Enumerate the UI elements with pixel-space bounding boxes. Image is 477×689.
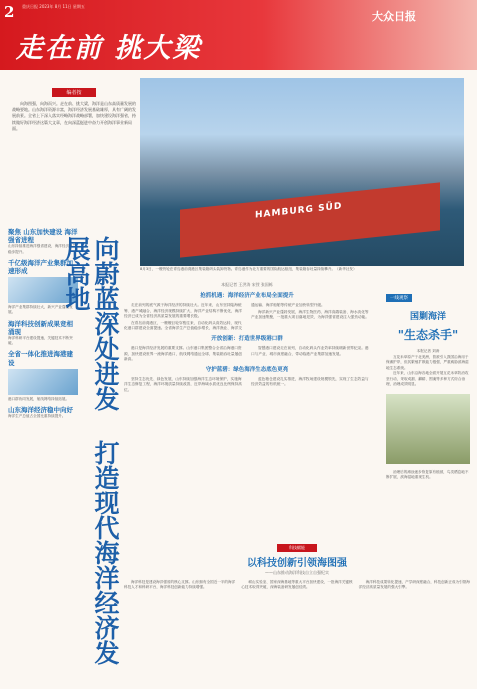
bottom-body: [124, 580, 470, 591]
vertical-main-title: 向蔚蓝深处进发 打造现代海洋经济发展高地: [62, 236, 120, 665]
paragraph: 港口是海洋经济发展的重要支撑。山东港口集团整合全省沿海港口资源，加快建设世界一流海洋港口，航线网络通达全球，集装箱吞吐量屡创新高。: [124, 345, 242, 362]
main-article: [124, 278, 370, 394]
ship-label: HAMBURG SÜD: [255, 201, 343, 221]
bottom-article: [124, 544, 470, 591]
sidebar-title: 海洋科技创新成果竞相涌现: [8, 319, 73, 336]
section-heading: 抢抓机遇：海洋经济产业布局全面提升: [200, 293, 294, 299]
paragraph: 互花米草原产于北美洲，曾被引入我国沿海用于保滩护岸，但其繁殖扩散能力极强，严重威胁滨海湿地生态系统。: [386, 354, 469, 370]
paragraph: 近年来，山东沿海各地全面开展互花米草防治攻坚行动，采取刈割、翻耕、围淹等多种方式综合治理，治理成效明显。: [386, 371, 469, 386]
section-headline: 走在前 挑大梁: [16, 33, 202, 64]
column-title: 国剿海洋: [409, 312, 446, 322]
sidebar-text: 港口群协同发展，航线网络持续拓展。: [8, 396, 70, 401]
paragraph: 治理后的滩涂逐步恢复原有植被，鸟类栖息地不断扩展，滨海湿地重现生机。: [386, 469, 469, 479]
bottom-tag: 科技赋能: [277, 544, 317, 552]
sidebar-block: [8, 320, 78, 347]
section-heading: 开放创新：打造世界级港口群: [211, 335, 283, 342]
editor-note: [12, 88, 136, 132]
container-ship: [180, 182, 440, 257]
paragraph: 蓝色粮仓建设扎实推进，海洋牧场建设规模领先，实现了生态效益与经济效益的有机统一。: [251, 376, 369, 387]
paragraph: 走在前列的底气源于海洋经济的持续壮大。近年来，山东坚持陆海统筹、港产城融合，海洋经济规模持续扩大，海洋产业结构不断优化，海洋经济已成为全省经济高质量发展的重要增长极。: [124, 303, 242, 319]
paragraph: 海洋科技成果转化提速，产学研深度融合，科技创新正成为引领海洋经济高质量发展的强大引擎。: [358, 580, 470, 590]
paragraph: 智慧港口建设走在前列，自动化码头作业效率持续刷新世界纪录。港口与产业、城市深度融合，带动临港产业集群加速发展。: [251, 345, 369, 356]
article-byline: 本报记者 王洪涛 宋弢 张国栋: [221, 282, 273, 287]
paragraph: 海洋新兴产业蓬勃发展，海洋生物医药、海洋高端装备、海水淡化等产业加速集聚，一批重大项目落地见效，为海洋强省建设注入强劲动能。: [251, 309, 369, 320]
section-body: [124, 346, 370, 363]
sidebar-title: 山东海洋经济稳中向好: [8, 406, 73, 415]
wetland-photo: [386, 394, 470, 464]
column-tag: 一线观察: [386, 294, 412, 302]
section-body: [124, 303, 370, 332]
right-column: [386, 284, 470, 481]
sidebar-text: 海洋生产总值占全国比重持续提升。: [8, 414, 66, 419]
newspaper-masthead: 大众日报: [372, 10, 416, 23]
page-banner: [0, 0, 477, 70]
paragraph: 崂山实验室、国家深海基地等重大平台加快建设，一批海洋关键核心技术取得突破，深海装备研发屡创佳绩。: [241, 580, 353, 590]
paragraph: 在青岛前湾港区，一艘艘巨轮穿梭往来，自动化码头高效运转，现代化港口群建设全面提速。全省海洋生产总值稳步增长，海洋渔业、海洋交通运输、海洋船舶等传统产业加快转型升级。: [124, 303, 325, 331]
sidebar-text: 海洋科研平台建设提速，关键技术不断突破。: [8, 336, 73, 346]
paragraph: 海洋科技是建设海洋强省的核心支撑。山东拥有全国近一半的海洋科技人才和科研平台，海洋科技创新能力持续增强。: [124, 580, 236, 590]
sidebar-image: [8, 369, 78, 395]
photo-caption: 8月3日，一艘货轮在青岛港前湾港区集装箱码头装卸货物。青岛港作为北方重要的国际航运枢纽，集装箱吞吐量持续攀升。（新华社发）: [140, 267, 357, 271]
sidebar-text: 海洋产业集群持续壮大，新兴产业蓬勃发展。: [8, 305, 73, 315]
page-number: 2: [4, 3, 15, 21]
editor-note-text: 向海图强，向海而兴。走在前、挑大梁，海洋是山东高质量发展的战略要地。山东海洋资源丰富，海洋经济发展基础雄厚，具有广阔的发展前景。全省上下深入落实经略海洋战略部署，加快建设海洋强省，持续做好海洋经济这篇大文章，在向深蓝挺进中奋力开创海洋事业新局面。: [12, 101, 136, 131]
editor-note-tag: 编者按: [52, 88, 96, 97]
sidebar-text: 山东持续推进海洋强省建设，海洋经济总量稳步提升。: [8, 244, 77, 254]
sidebar-title: 聚焦 山东加快建设 海洋强省进程: [8, 228, 78, 245]
port-photo: [140, 78, 464, 266]
paragraph: 坚持生态优先、绿色发展，山东持续加强海洋生态环境保护，实施海洋生态修复工程，海洋环境质量持续改善，近岸海域水质优良比例保持高位。: [124, 376, 242, 392]
sidebar-title: 全省一体化推进海港建设: [8, 350, 73, 367]
page-dateline: 重庆日报 2023年 8月 11日 星期五: [22, 4, 85, 9]
sidebar-title: 千亿级海洋产业集群加速形成: [8, 258, 73, 276]
bottom-headline: 以科技创新引领海图强: [247, 558, 347, 569]
bottom-subhead: ——山东推动海洋科技自立自强纪实: [265, 570, 329, 575]
column-byline: 本报记者 刘涛: [416, 349, 440, 353]
sidebar-block: [8, 406, 78, 419]
sidebar-block: [8, 350, 78, 402]
section-body: [124, 377, 370, 394]
column-title-quote: "生态杀手": [397, 328, 459, 342]
section-heading: 守护蓝碧：绿色海洋生态底色更亮: [205, 366, 289, 373]
